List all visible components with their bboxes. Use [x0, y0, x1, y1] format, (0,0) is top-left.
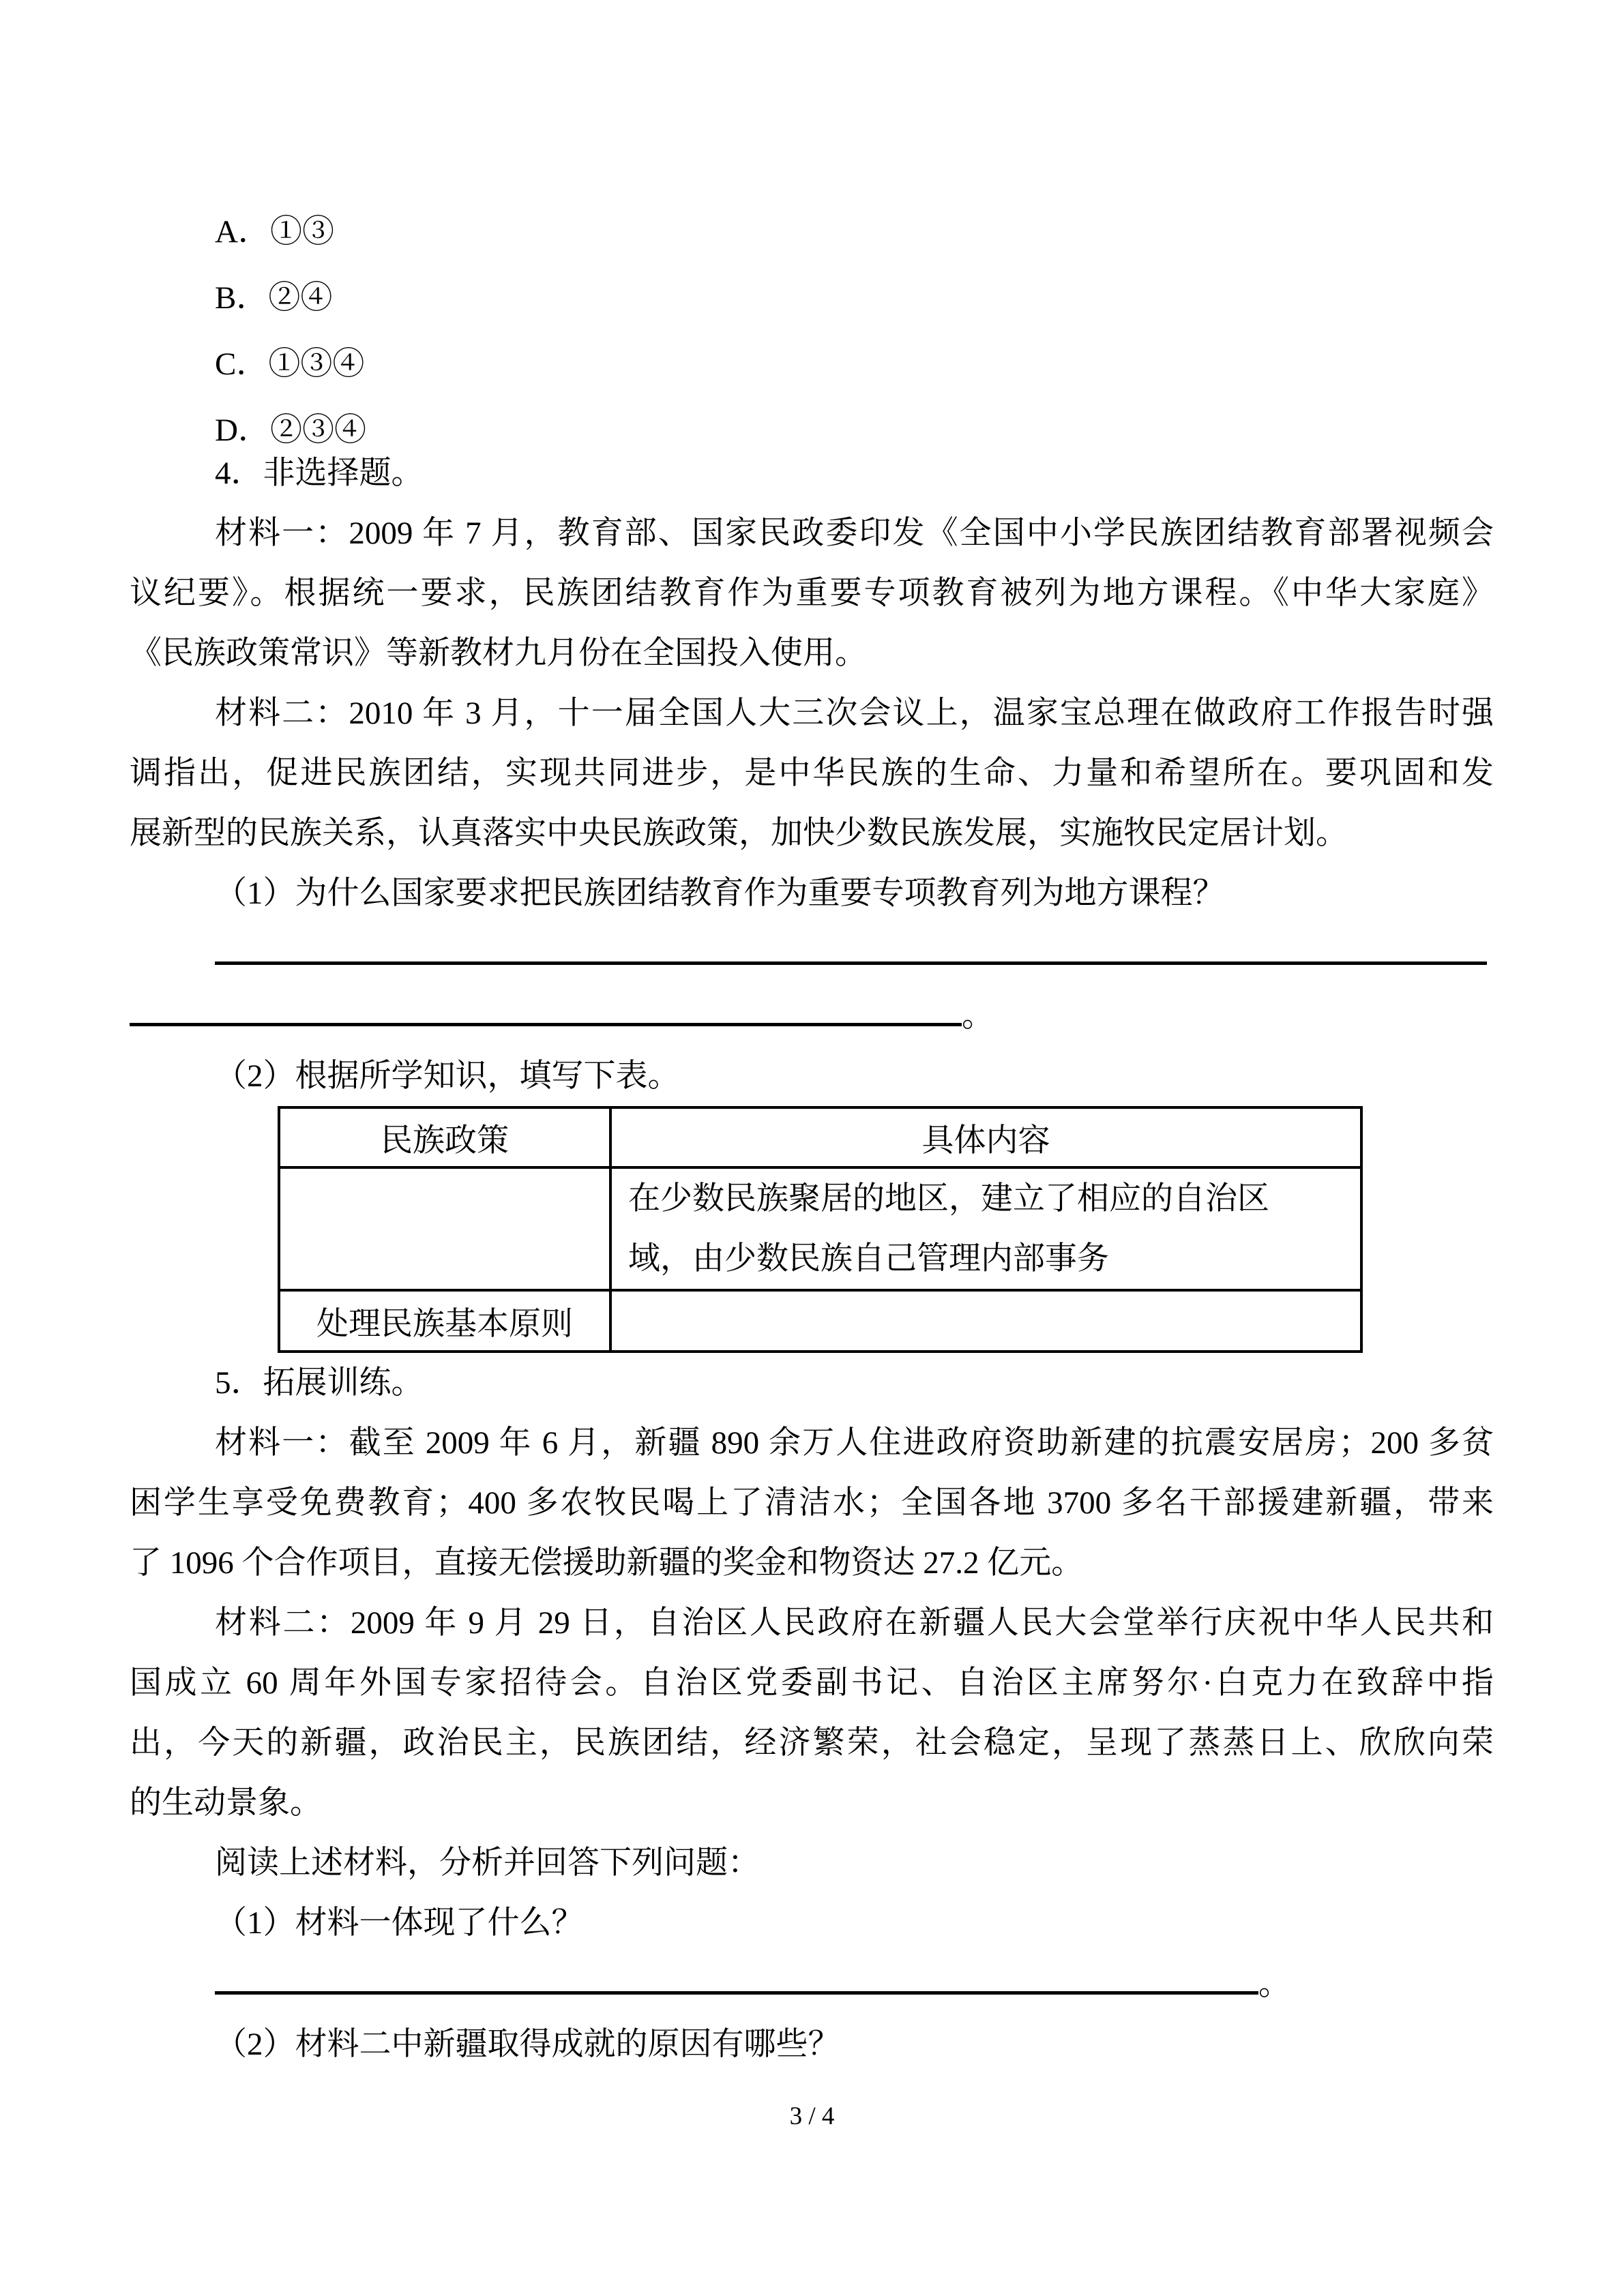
table-cell-content-line-1: 在少数民族聚居的地区，建立了相应的自治区: [628, 1181, 1269, 1217]
blank-terminator: 。: [962, 998, 994, 1034]
q4-material1-line-3: 《民族政策常识》等新教材九月份在全国投入使用。: [130, 636, 867, 671]
answer-blank-line: [130, 985, 962, 1026]
table-cell-content: [610, 1167, 1361, 1290]
answer-blank-line: [215, 923, 1487, 965]
table-cell-content-line-2: 域，由少数民族自己管理内部事务: [628, 1241, 1109, 1277]
q5-answer-row: [130, 1953, 1494, 2014]
q5-instruction: 阅读上述材料，分析并回答下列问题：: [215, 1845, 760, 1881]
q5-heading: 5．拓展训练。: [215, 1365, 424, 1401]
table-header-content: 具体内容: [610, 1107, 1361, 1167]
table-cell-principle: 处理民族基本原则: [279, 1290, 610, 1352]
blank-terminator: 。: [1258, 1967, 1290, 2002]
answer-blank-line: [215, 1953, 1258, 1995]
q5-material1-line-2: 困学生享受免费教育；400 多农牧民喝上了清洁水；全国各地 3700 多名干部援建新疆，带来: [130, 1485, 1494, 1521]
option-a: A．①③: [215, 214, 334, 250]
q5-material1-line-1: 材料一：截至 2009 年 6 月，新疆 890 余万人住进政府资助新建的抗震安居房；200 多贫: [215, 1425, 1494, 1461]
table-row: [279, 1290, 1361, 1352]
table-cell-content-empty: [610, 1290, 1361, 1352]
q5-question-2: （2）材料二中新疆取得成就的原因有哪些？: [215, 2027, 840, 2062]
q5-material2-line-3: 出，今天的新疆，政治民主，民族团结，经济繁荣，社会稳定，呈现了蒸蒸日上、欣欣向荣: [130, 1725, 1494, 1761]
q4-material1-line-2: 议纪要》。根据统一要求，民族团结教育作为重要专项教育被列为地方课程。《中华大家庭》: [130, 576, 1494, 611]
table-header-row: [279, 1107, 1361, 1167]
q5-material1-line-3: 了 1096 个合作项目，直接无偿援助新疆的奖金和物资达 27.2 亿元。: [130, 1545, 1084, 1581]
q5-material2-line-2: 国成立 60 周年外国专家招待会。自治区党委副书记、自治区主席努尔·白克力在致辞中指: [130, 1665, 1494, 1701]
q4-material2-line-1: 材料二：2010 年 3 月，十一届全国人大三次会议上，温家宝总理在做政府工作报告时强: [215, 696, 1494, 731]
q4-question-2: （2）根据所学知识，填写下表。: [215, 1058, 680, 1094]
q4-material2-line-3: 展新型的民族关系，认真落实中央民族政策，加快少数民族发展，实施牧民定居计划。: [130, 816, 1348, 851]
choice-options: [130, 199, 1494, 464]
q4-heading: 4．非选择题。: [215, 456, 424, 491]
q4-material1-line-1: 材料一：2009 年 7 月，教育部、国家民政委印发《全国中小学民族团结教育部署视频会: [215, 516, 1494, 551]
q4-answer-row-2: [130, 985, 1494, 1046]
q5-material2-line-1: 材料二：2009 年 9 月 29 日，自治区人民政府在新疆人民大会堂举行庆祝中华人民共和: [215, 1605, 1494, 1641]
q4-material2-line-2: 调指出，促进民族团结，实现共同进步，是中华民族的生命、力量和希望所在。要巩固和发: [130, 756, 1494, 791]
page-number: 3 / 4: [789, 2102, 835, 2130]
q5-material2-line-4: 的生动景象。: [130, 1785, 322, 1821]
option-b: B．②④: [215, 280, 333, 316]
policy-table: [278, 1106, 1363, 1353]
q4-question-1: （1）为什么国家要求把民族团结教育作为重要专项教育列为地方课程？: [215, 876, 1225, 911]
table-header-policy: 民族政策: [279, 1107, 610, 1167]
table-row: [279, 1167, 1361, 1290]
option-c: C．①③④: [215, 346, 365, 382]
table-cell-policy-empty: [279, 1167, 610, 1290]
option-d: D．②③④: [215, 413, 366, 448]
q4-answer-row-1: [130, 923, 1494, 985]
q5-question-1: （1）材料一体现了什么？: [215, 1905, 584, 1941]
